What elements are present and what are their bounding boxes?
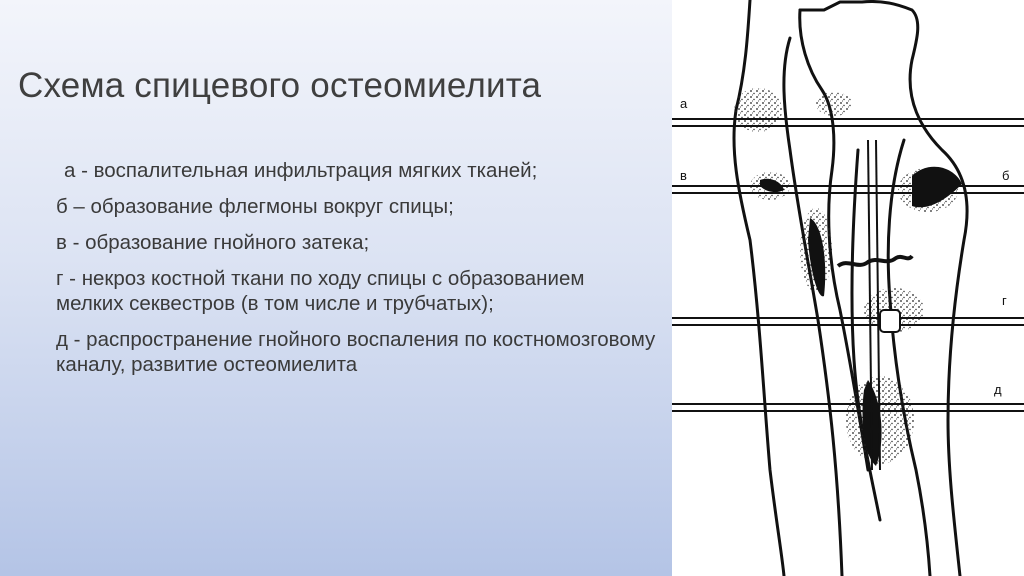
label-a: а xyxy=(680,96,688,111)
legend-item-a: а - воспалительная инфильтрация мягких тканей; xyxy=(64,159,538,182)
label-v: в xyxy=(680,168,687,183)
tubular-sequestrum xyxy=(880,310,900,332)
fibula-outline xyxy=(734,0,784,576)
legend-item-b: б – образование флегмоны вокруг спицы; xyxy=(56,195,454,218)
inflammation-zones xyxy=(734,88,962,466)
osteomyelitis-diagram xyxy=(672,0,1024,576)
legend-item-d: д - распространение гнойного воспаления по костномозговому каналу, развитие остеомиелита xyxy=(56,328,656,376)
diagram-panel xyxy=(672,0,1024,576)
label-d: д xyxy=(994,382,1002,397)
label-g: г xyxy=(1002,293,1007,308)
legend-list xyxy=(56,158,656,388)
tibia-left-outline xyxy=(800,1,967,576)
slide-title: Схема спицевого остеомиелита xyxy=(18,66,542,105)
label-b: б xyxy=(1002,168,1010,183)
legend-item-v: в - образование гнойного затека; xyxy=(56,231,370,254)
legend-item-g: г - некроз костной ткани по ходу спицы с образованием мелких секвестров (в том числе и трубчатых); xyxy=(56,267,585,315)
fracture-line xyxy=(838,256,912,266)
